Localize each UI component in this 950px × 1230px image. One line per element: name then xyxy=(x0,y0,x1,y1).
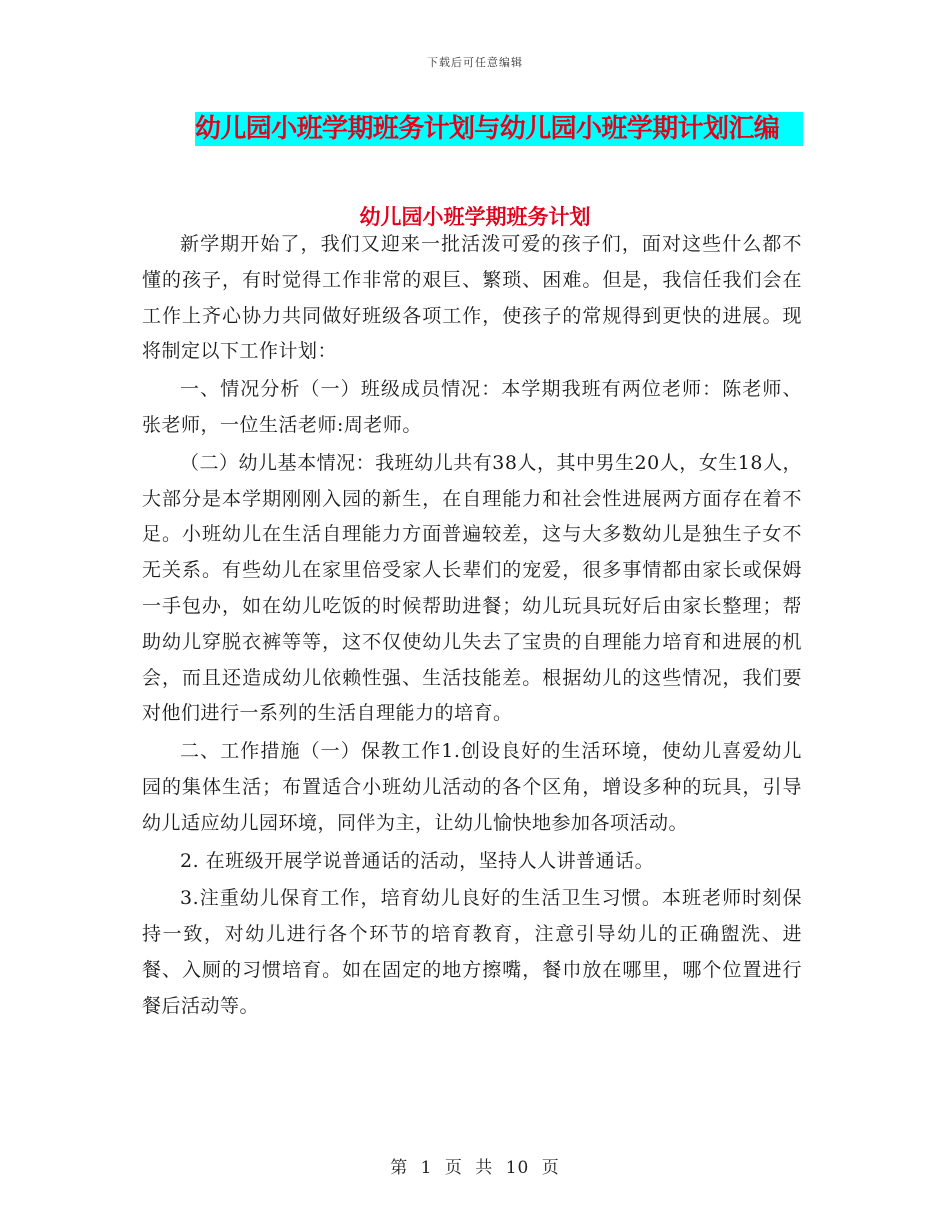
paragraph-measures-1: 二、工作措施（一）保教工作1.创设良好的生活环境，使幼儿喜爱幼儿园的集体生活；布置适合小班幼儿活动的各个区角，增设多种的玩具，引导幼儿适应幼儿园环境，同伴为主，让幼儿愉快地参加各项活动。 xyxy=(142,740,802,834)
header-note: 下载后可任意编辑 xyxy=(427,56,523,69)
paragraph-situation-staff: 一、情况分析（一）班级成员情况：本学期我班有两位老师：陈老师、张老师，一位生活老师:周老师。 xyxy=(142,378,802,436)
section-title: 幼儿园小班学期班务计划 xyxy=(359,205,591,229)
paragraph-intro: 新学期开始了，我们又迎来一批活泼可爱的孩子们，面对这些什么都不懂的孩子，有时觉得工作非常的艰巨、繁琐、困难。但是，我信任我们会在工作上齐心协力共同做好班级各项工作，使孩子的常规得到更快的进展。现将制定以下工作计划： xyxy=(142,233,802,363)
document-main-title: 幼儿园小班学期班务计划与幼儿园小班学期计划汇编 xyxy=(195,112,803,146)
document-body xyxy=(142,227,802,1027)
page-footer: 第 1 页 共 10 页 xyxy=(390,1158,560,1178)
paragraph-situation-children: （二）幼儿基本情况：我班幼儿共有38人，其中男生20人，女生18人，大部分是本学期刚刚入园的新生，在自理能力和社会性进展两方面存在着不足。小班幼儿在生活自理能力方面普遍较差，这与大多数幼儿是独生子女不无关系。有些幼儿在家里倍受家人长辈们的宠爱，很多事情都由家长或保姆一手包办，如在幼儿吃饭的时候帮助进餐；幼儿玩具玩好后由家长整理；帮助幼儿穿脱衣裤等等，这不仅使幼儿失去了宝贵的自理能力培育和进展的机会，而且还造成幼儿依赖性强、生活技能差。根据幼儿的这些情况，我们要对他们进行一系列的生活自理能力的培育。 xyxy=(142,451,802,725)
paragraph-measures-2: 2. 在班级开展学说普通话的活动，坚持人人讲普通话。 xyxy=(180,849,655,872)
paragraph-measures-3: 3.注重幼儿保育工作，培育幼儿良好的生活卫生习惯。本班老师时刻保持一致，对幼儿进行各个环节的培育教育，注意引导幼儿的正确盥洗、进餐、入厕的习惯培育。如在固定的地方擦嘴，餐巾放在哪里，哪个位置进行餐后活动等。 xyxy=(142,887,802,1017)
